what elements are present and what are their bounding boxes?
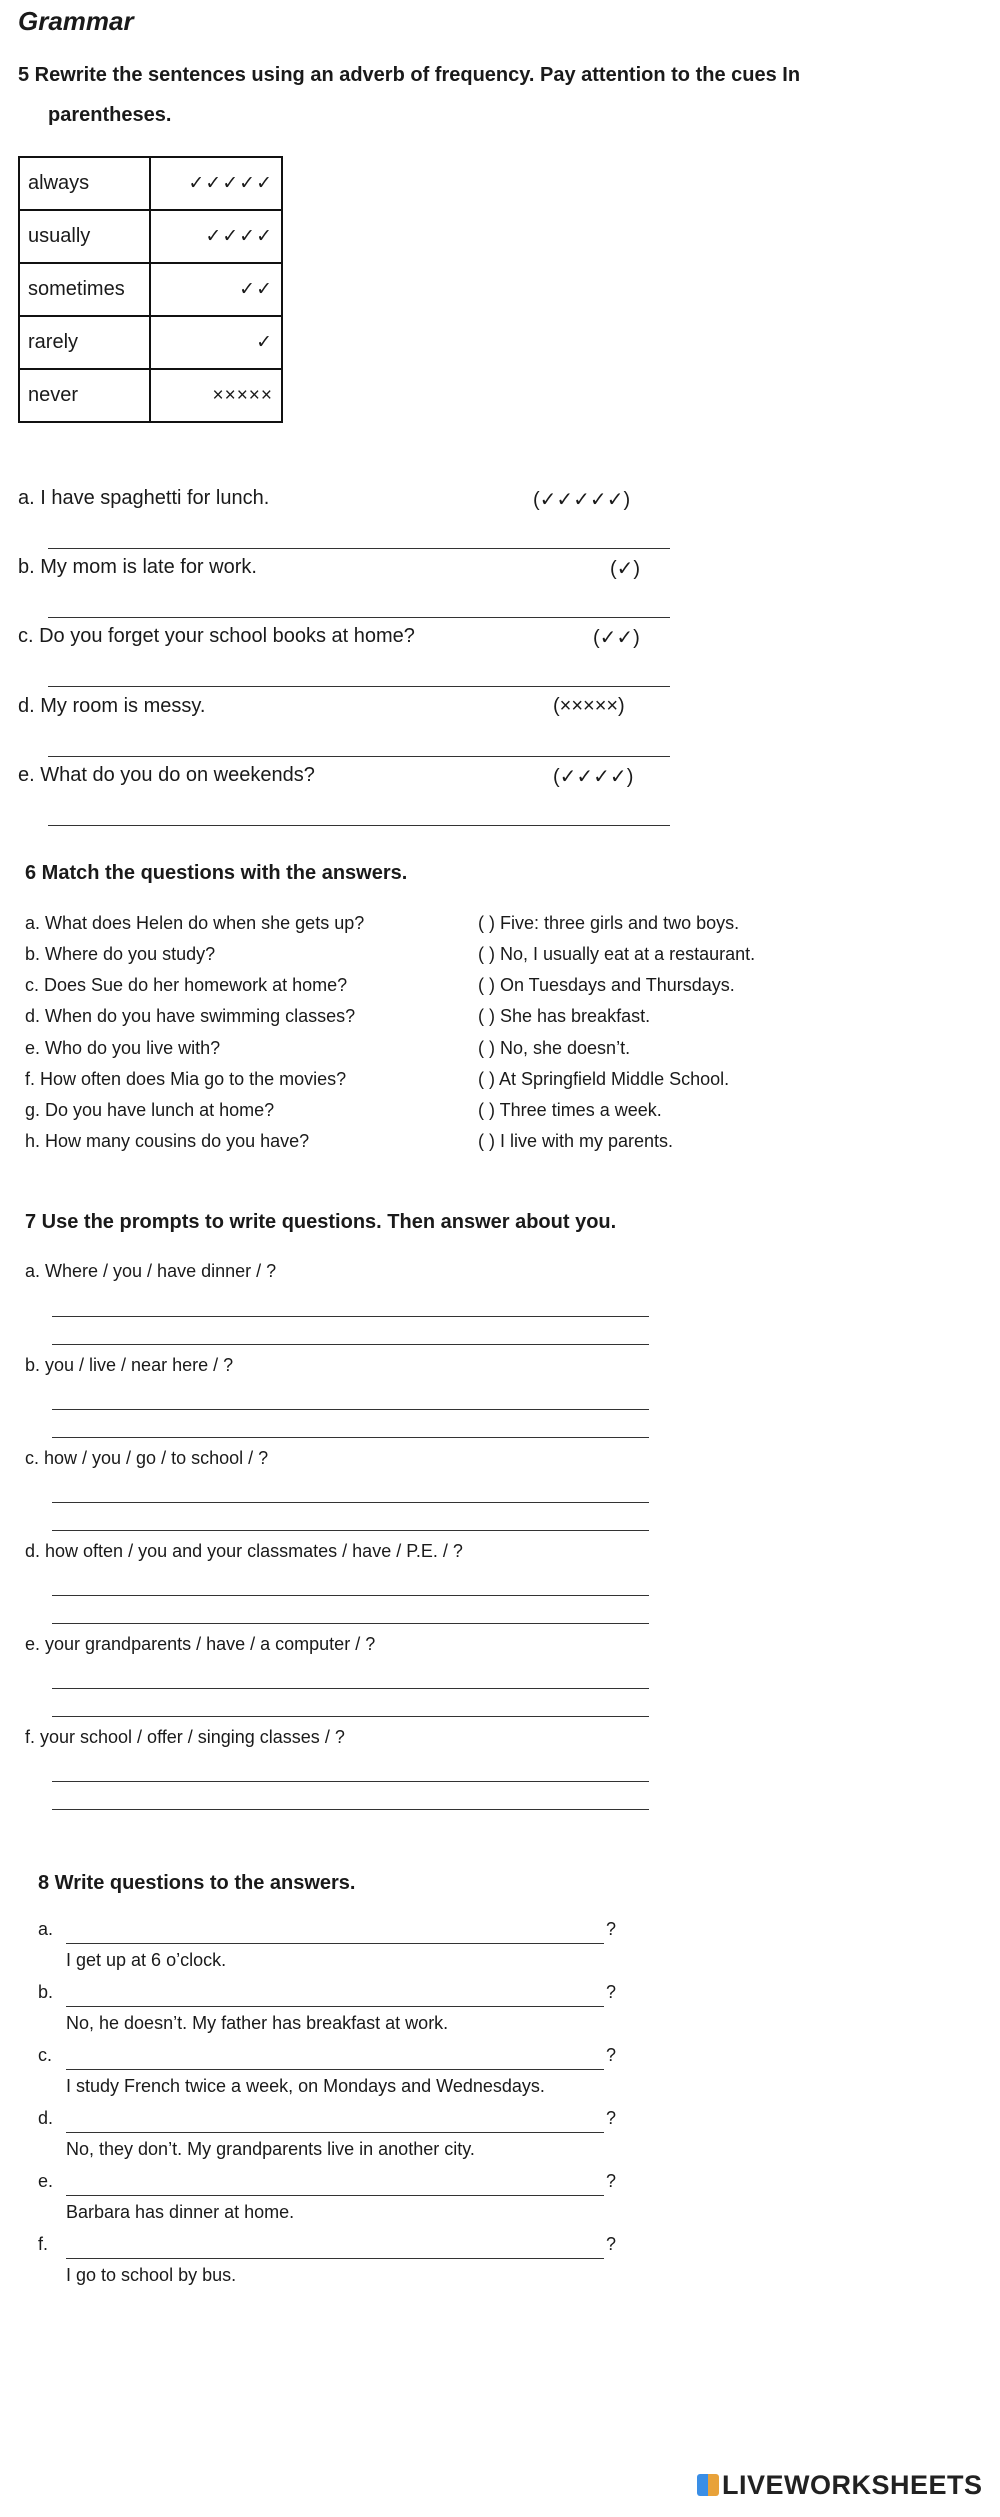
s5-item-d: d. My room is messy. — [18, 695, 206, 717]
answer-line[interactable] — [66, 2069, 604, 2070]
s5-cue-d: (×××××) — [553, 695, 625, 717]
table-row — [19, 316, 282, 369]
s8-answer: No, they don’t. My grandparents live in another city. — [66, 2139, 475, 2159]
answer-line[interactable] — [52, 1595, 649, 1596]
s8-letter: d. — [38, 2108, 54, 2128]
answer-line[interactable] — [48, 617, 670, 618]
answer-line[interactable] — [52, 1623, 649, 1624]
liveworksheets-icon — [697, 2474, 719, 2496]
s8-answer: I get up at 6 o’clock. — [66, 1950, 227, 1970]
answer-line[interactable] — [52, 1409, 649, 1410]
section-8-heading: 8 Write questions to the answers. — [38, 1872, 356, 1894]
s5-cue-c: (✓✓) — [593, 627, 640, 649]
table-cell-word: usually — [19, 210, 150, 263]
section-7-heading: 7 Use the prompts to write questions. Then answer about you. — [25, 1211, 617, 1233]
s7-item-c: c. how / you / go / to school / ? — [25, 1448, 269, 1468]
s6-answer[interactable]: ( ) At Springfield Middle School. — [478, 1069, 730, 1089]
liveworksheets-logo — [697, 2470, 983, 2501]
question-mark: ? — [606, 2171, 617, 2191]
answer-line[interactable] — [52, 1502, 649, 1503]
answer-line[interactable] — [52, 1437, 649, 1438]
table-row — [19, 210, 282, 263]
s6-question: g. Do you have lunch at home? — [25, 1100, 275, 1120]
s5-item-e: e. What do you do on weekends? — [18, 764, 315, 786]
question-mark: ? — [606, 1982, 617, 2002]
section-5-heading-cont: parentheses. — [48, 104, 172, 126]
answer-line[interactable] — [52, 1716, 649, 1717]
table-row — [19, 263, 282, 316]
table-cell-word: rarely — [19, 316, 150, 369]
s7-item-f: f. your school / offer / singing classes / ? — [25, 1727, 345, 1747]
s8-letter: b. — [38, 1982, 54, 2002]
answer-line[interactable] — [52, 1781, 649, 1782]
answer-line[interactable] — [48, 825, 670, 826]
s6-question: f. How often does Mia go to the movies? — [25, 1069, 347, 1089]
table-cell-word: never — [19, 369, 150, 422]
s8-letter: f. — [38, 2234, 49, 2254]
question-mark: ? — [606, 1919, 617, 1939]
s8-letter: c. — [38, 2045, 53, 2065]
answer-line[interactable] — [52, 1688, 649, 1689]
s6-question: e. Who do you live with? — [25, 1038, 221, 1058]
s6-answer[interactable]: ( ) I live with my parents. — [478, 1131, 674, 1151]
table-row — [19, 157, 282, 210]
table-cell-marks: ✓ — [150, 316, 282, 369]
answer-line[interactable] — [48, 756, 670, 757]
s5-cue-a: (✓✓✓✓✓) — [533, 489, 631, 511]
section-6-heading: 6 Match the questions with the answers. — [25, 862, 408, 884]
question-mark: ? — [606, 2045, 617, 2065]
s6-question: a. What does Helen do when she gets up? — [25, 913, 365, 933]
s7-item-a: a. Where / you / have dinner / ? — [25, 1261, 277, 1281]
s6-answer[interactable]: ( ) No, I usually eat at a restaurant. — [478, 944, 756, 964]
s8-answer: I study French twice a week, on Mondays and Wednesdays. — [66, 2076, 545, 2096]
s7-item-b: b. you / live / near here / ? — [25, 1355, 234, 1375]
s5-item-a: a. I have spaghetti for lunch. — [18, 487, 270, 509]
answer-line[interactable] — [52, 1809, 649, 1810]
s6-question: b. Where do you study? — [25, 944, 216, 964]
table-row — [19, 369, 282, 422]
s7-item-e: e. your grandparents / have / a computer / ? — [25, 1634, 376, 1654]
s5-cue-e: (✓✓✓✓) — [553, 766, 634, 788]
section-5-heading: 5 Rewrite the sentences using an adverb of frequency. Pay attention to the cues In — [18, 64, 801, 86]
frequency-table — [18, 156, 283, 423]
table-cell-marks: ××××× — [150, 369, 282, 422]
s6-answer[interactable]: ( ) She has breakfast. — [478, 1006, 651, 1026]
s6-answer[interactable]: ( ) No, she doesn’t. — [478, 1038, 631, 1058]
answer-line[interactable] — [48, 686, 670, 687]
s5-cue-b: (✓) — [610, 558, 641, 580]
answer-line[interactable] — [52, 1344, 649, 1345]
s6-answer[interactable]: ( ) On Tuesdays and Thursdays. — [478, 975, 735, 995]
s6-answer[interactable]: ( ) Five: three girls and two boys. — [478, 913, 740, 933]
answer-line[interactable] — [66, 2258, 604, 2259]
s8-answer: I go to school by bus. — [66, 2265, 237, 2285]
page-title: Grammar — [18, 6, 134, 36]
answer-line[interactable] — [52, 1530, 649, 1531]
s6-question: d. When do you have swimming classes? — [25, 1006, 356, 1026]
table-cell-marks: ✓✓✓✓ — [150, 210, 282, 263]
question-mark: ? — [606, 2108, 617, 2128]
s5-item-c: c. Do you forget your school books at home? — [18, 625, 415, 647]
answer-line[interactable] — [66, 2006, 604, 2007]
s8-letter: a. — [38, 1919, 54, 1939]
answer-line[interactable] — [66, 1943, 604, 1944]
s5-item-b: b. My mom is late for work. — [18, 556, 257, 578]
s8-answer: No, he doesn’t. My father has breakfast at work. — [66, 2013, 449, 2033]
table-cell-word: sometimes — [19, 263, 150, 316]
s6-question: c. Does Sue do her homework at home? — [25, 975, 348, 995]
answer-line[interactable] — [66, 2132, 604, 2133]
answer-line[interactable] — [48, 548, 670, 549]
table-cell-marks: ✓✓✓✓✓ — [150, 157, 282, 210]
s7-item-d: d. how often / you and your classmates / have / P.E. / ? — [25, 1541, 463, 1561]
brand-text: LIVEWORKSHEETS — [722, 2470, 983, 2500]
table-cell-marks: ✓✓ — [150, 263, 282, 316]
s8-letter: e. — [38, 2171, 54, 2191]
answer-line[interactable] — [66, 2195, 604, 2196]
answer-line[interactable] — [52, 1316, 649, 1317]
question-mark: ? — [606, 2234, 617, 2254]
table-cell-word: always — [19, 157, 150, 210]
s8-answer: Barbara has dinner at home. — [66, 2202, 295, 2222]
s6-answer[interactable]: ( ) Three times a week. — [478, 1100, 662, 1120]
s6-question: h. How many cousins do you have? — [25, 1131, 310, 1151]
